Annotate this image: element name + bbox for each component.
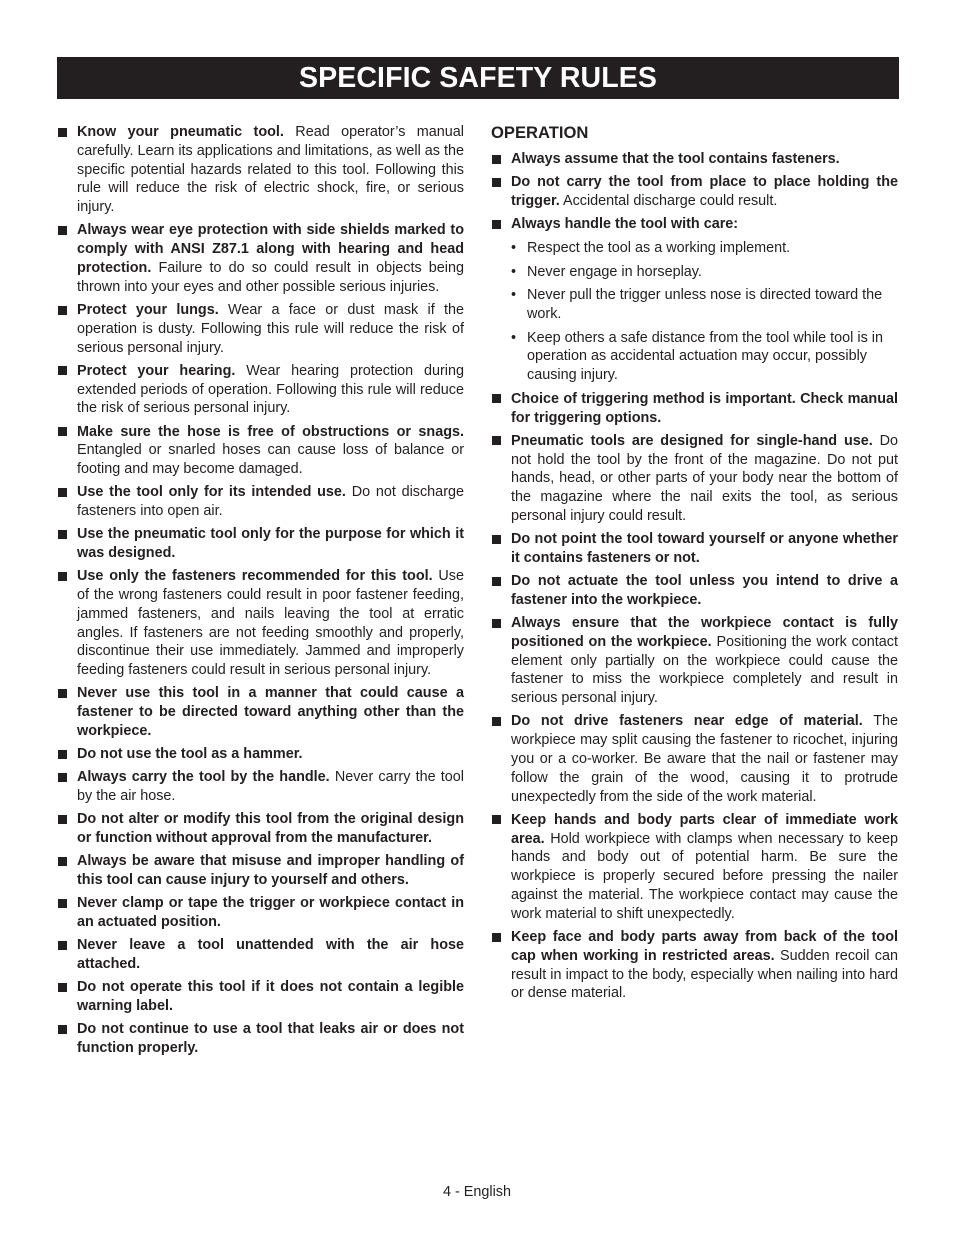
page-title: SPECIFIC SAFETY RULES	[57, 57, 899, 99]
square-bullet-icon	[58, 899, 67, 908]
square-bullet-icon	[58, 1025, 67, 1034]
left-column	[57, 123, 464, 1062]
square-bullet-icon	[492, 155, 501, 164]
rule-heading: Do not drive fasteners near edge of material.	[511, 713, 863, 730]
square-bullet-icon	[58, 366, 67, 375]
list-item	[57, 810, 464, 848]
list-item	[57, 221, 464, 296]
rule-heading: Make sure the hose is free of obstructions or snags.	[77, 423, 464, 440]
rule-heading: Do not carry the tool from place to place holding the trigger.	[511, 174, 898, 209]
list-item	[491, 928, 898, 1003]
square-bullet-icon	[58, 689, 67, 698]
rule-heading: Keep face and body parts away from back of the tool cap when working in restricted areas.	[511, 928, 898, 964]
rule-text: Sudden recoil can result in impact to the body, especially when nailing into hard or dense material.	[511, 947, 898, 1002]
rule-text: Use of the wrong fasteners could result in poor fastener feeding, jammed fasteners, and nails leaving the tool at erratic angles. If fasteners are not feeding smoothly and properly, discontinue their use immediately. Jammed and improperly feeding fasteners could result in serious personal injury.	[77, 568, 464, 679]
sub-list-item	[511, 263, 898, 282]
square-bullet-icon	[492, 436, 501, 445]
rule-text: Entangled or snarled hoses can cause loss of balance or footing and may become damaged.	[77, 442, 464, 478]
square-bullet-icon	[492, 619, 501, 628]
rule-heading: Do not operate this tool if it does not contain a legible warning label.	[77, 979, 464, 1015]
rule-heading: Use the pneumatic tool only for the purpose for which it was designed.	[77, 526, 464, 562]
square-bullet-icon	[58, 226, 67, 235]
safety-rules-list	[57, 123, 464, 1058]
square-bullet-icon	[58, 983, 67, 992]
rule-heading: Always carry the tool by the handle.	[77, 769, 330, 786]
list-item	[491, 811, 898, 924]
rule-text: Wear hearing protection during extended periods of operation. Following this rule will reduce the risk of serious personal injury.	[77, 362, 464, 417]
square-bullet-icon	[58, 572, 67, 581]
list-item	[57, 525, 464, 563]
square-bullet-icon	[492, 535, 501, 544]
list-item	[491, 150, 898, 169]
sub-list-item	[511, 286, 898, 324]
square-bullet-icon	[58, 427, 67, 436]
list-item	[57, 768, 464, 806]
rule-heading: Do not continue to use a tool that leaks air or does not function properly.	[77, 1021, 464, 1057]
rule-heading: Use only the fasteners recommended for this tool.	[77, 568, 433, 585]
rule-heading: Do not point the tool toward yourself or anyone whether it contains fasteners or not.	[511, 531, 898, 566]
rule-text: Never carry the tool by the air hose.	[77, 769, 464, 805]
rule-text: Hold workpiece with clamps when necessary to keep hands and body out of potential harm. Be sure the workpiece is properly secured before pressing the nailer against the material. The workpiece contact may cause the work material to shift unexpectedly.	[511, 830, 898, 922]
right-column	[491, 123, 898, 1008]
square-bullet-icon	[492, 815, 501, 824]
round-bullet-icon: •	[511, 263, 517, 280]
sub-item-text: Never pull the trigger unless nose is directed toward the work.	[527, 287, 883, 322]
square-bullet-icon	[492, 220, 501, 229]
square-bullet-icon	[58, 815, 67, 824]
rule-heading: Keep hands and body parts clear of immediate work area.	[511, 811, 898, 847]
rule-heading: Always wear eye protection with side shields marked to comply with ANSI Z87.1 along with hearing and head protection.	[77, 222, 464, 276]
list-item	[491, 173, 898, 211]
round-bullet-icon: •	[511, 239, 517, 256]
list-item	[491, 572, 898, 610]
rule-heading: Protect your lungs.	[77, 301, 219, 318]
square-bullet-icon	[58, 750, 67, 759]
rule-heading: Pneumatic tools are designed for single-hand use.	[511, 432, 873, 449]
list-item	[57, 1020, 464, 1058]
sub-list-item	[511, 239, 898, 258]
operation-heading: OPERATION	[491, 123, 589, 142]
rule-heading: Do not use the tool as a hammer.	[77, 746, 303, 763]
list-item	[491, 614, 898, 708]
sub-list	[511, 239, 898, 385]
list-item	[57, 423, 464, 479]
rule-heading: Always be aware that misuse and improper handling of this tool can cause injury to yourself and others.	[77, 853, 464, 889]
list-item	[57, 301, 464, 357]
rule-text: Read operator’s manual carefully. Learn its applications and limitations, as well as the specific potential hazards related to this tool. Following this rule will reduce the risk of electric shock, fire, or serious injury.	[77, 124, 464, 216]
list-item	[491, 432, 898, 526]
rule-heading: Always ensure that the workpiece contact is fully positioned on the workpiece.	[511, 615, 898, 650]
square-bullet-icon	[58, 773, 67, 782]
rule-text: The workpiece may split causing the fastener to ricochet, injuring you or a co-worker. Be aware that the nail or fastener may follow the grain of the wood, causing it to protrude unexpectedly from the side of the work material.	[511, 713, 898, 805]
rule-text: Do not hold the tool by the front of the magazine. Do not put hands, head, or other parts of your body near the bottom of the magazine where the nail exits the tool, as serious personal injury could result.	[511, 432, 898, 524]
list-item	[491, 712, 898, 806]
square-bullet-icon	[58, 857, 67, 866]
square-bullet-icon	[492, 178, 501, 187]
list-item	[491, 390, 898, 428]
sub-item-text: Never engage in horseplay.	[527, 263, 702, 280]
sub-item-text: Keep others a safe distance from the tool while tool is in operation as accidental actuation may occur, possibly causing injury.	[527, 329, 883, 384]
list-item	[57, 483, 464, 521]
rule-heading: Always assume that the tool contains fasteners.	[511, 151, 840, 167]
list-item	[57, 684, 464, 740]
square-bullet-icon	[492, 577, 501, 586]
rule-heading: Never leave a tool unattended with the air hose attached.	[77, 937, 464, 973]
square-bullet-icon	[58, 488, 67, 497]
rule-heading: Use the tool only for its intended use.	[77, 484, 346, 501]
square-bullet-icon	[58, 306, 67, 315]
sub-item-text: Respect the tool as a working implement.	[527, 239, 791, 256]
rule-text: Failure to do so could result in objects being thrown into your eyes and other possible serious injuries.	[77, 259, 464, 295]
square-bullet-icon	[58, 941, 67, 950]
round-bullet-icon: •	[511, 287, 517, 304]
round-bullet-icon: •	[511, 329, 517, 346]
square-bullet-icon	[492, 717, 501, 726]
rule-heading: Protect your hearing.	[77, 362, 236, 379]
list-item	[491, 215, 898, 385]
operation-rules-list	[491, 150, 898, 1003]
square-bullet-icon	[58, 128, 67, 137]
list-item	[491, 530, 898, 568]
rule-text: Do not discharge fasteners into open air.	[77, 484, 464, 520]
list-item	[57, 123, 464, 217]
square-bullet-icon	[492, 933, 501, 942]
list-item	[57, 745, 464, 764]
rule-heading: Do not alter or modify this tool from the original design or function without approval from the manufacturer.	[77, 811, 464, 847]
sub-list-item	[511, 329, 898, 385]
rule-heading: Know your pneumatic tool.	[77, 124, 284, 140]
rule-heading: Never use this tool in a manner that could cause a fastener to be directed toward anything other than the workpiece.	[77, 685, 464, 740]
square-bullet-icon	[492, 394, 501, 403]
rule-text: Accidental discharge could result.	[559, 192, 778, 209]
list-item	[57, 894, 464, 932]
square-bullet-icon	[58, 530, 67, 539]
rule-heading: Choice of triggering method is important. Check manual for triggering options.	[511, 390, 898, 426]
list-item	[57, 936, 464, 974]
rule-heading: Do not actuate the tool unless you intend to drive a fastener into the workpiece.	[511, 573, 898, 608]
list-item	[57, 567, 464, 680]
rule-heading: Always handle the tool with care:	[511, 216, 739, 233]
rule-heading: Never clamp or tape the trigger or workpiece contact in an actuated position.	[77, 895, 464, 931]
list-item	[57, 362, 464, 418]
list-item	[57, 978, 464, 1016]
page-footer: 4 - English	[443, 1184, 511, 1200]
rule-text: Positioning the work contact element only partially on the workpiece could cause the fastener to miss the workpiece completely and result in serious personal injury.	[511, 633, 899, 707]
rule-text: Wear a face or dust mask if the operation is dusty. Following this rule will reduce the risk of serious personal injury.	[77, 301, 464, 356]
list-item	[57, 852, 464, 890]
